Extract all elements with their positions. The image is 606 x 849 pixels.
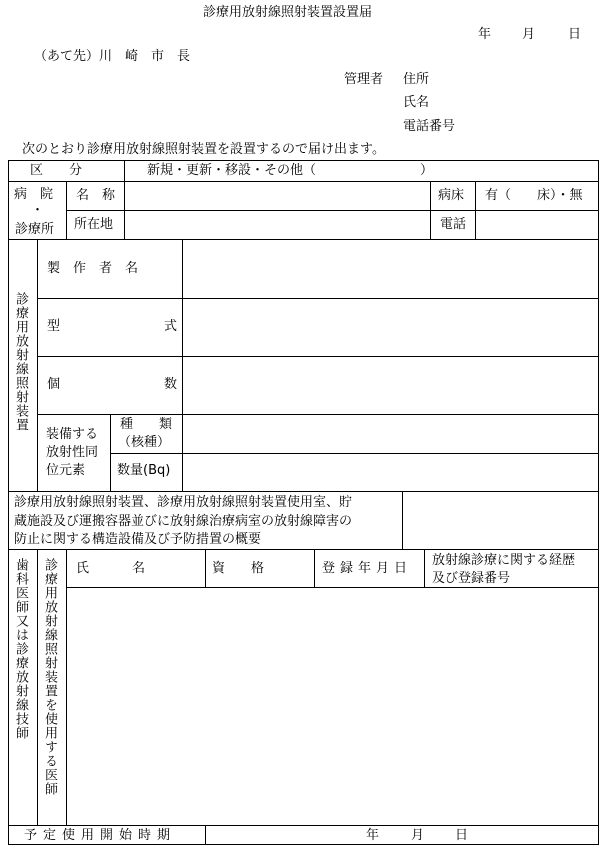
address-label: 住所 bbox=[403, 72, 430, 87]
beds-label: 病床 bbox=[438, 188, 465, 203]
staff-section-label-left: 歯科医師又は診療放射線技師 bbox=[13, 558, 28, 740]
isotope-label-line3: 位元素 bbox=[46, 463, 86, 478]
facility-label-mid: ・ bbox=[31, 203, 45, 218]
isotope-quantity-label: 数量(Bq) bbox=[117, 463, 171, 478]
count-label-right: 数 bbox=[164, 377, 178, 392]
category-options: 新規・更新・移設・その他（ ） bbox=[147, 163, 434, 178]
facility-name-label: 名 称 bbox=[76, 188, 116, 203]
date-month: 月 bbox=[522, 27, 536, 42]
structure-label-line2: 蔵施設及び運搬容器並びに放射線治療病室の放射線障害の bbox=[14, 514, 353, 529]
date-year: 年 bbox=[478, 27, 492, 42]
staff-qualification-label: 資 格 bbox=[212, 561, 265, 576]
addressee: （あて先）川 崎 市 長 bbox=[34, 49, 191, 64]
page-title: 診療用放射線照射装置設置届 bbox=[203, 5, 373, 20]
structure-label-line3: 防止に関する構造設備及び予防措置の概要 bbox=[14, 532, 262, 547]
start-date-label: 予定使用開始時期 bbox=[24, 828, 177, 843]
count-label-left: 個 bbox=[47, 377, 61, 392]
staff-section-label-right: 診療用放射線照射装置を使用する医師 bbox=[42, 558, 57, 796]
intro-text: 次のとおり診療用放射線照射装置を設置するので届け出ます。 bbox=[22, 142, 385, 157]
phone-label: 電話番号 bbox=[403, 119, 456, 134]
staff-name-label: 氏 名 bbox=[76, 561, 147, 576]
structure-label-line1: 診療用放射線照射装置、診療用放射線照射装置使用室、貯 bbox=[14, 495, 353, 510]
isotope-type-label-bottom: （核種） bbox=[118, 435, 171, 450]
footer-date-year: 年 bbox=[366, 828, 380, 843]
facility-label-top: 病 院 bbox=[14, 187, 54, 202]
beds-value: 有（ 床）・無 bbox=[485, 188, 583, 203]
staff-career-label-line2: 及び登録番号 bbox=[432, 571, 511, 586]
facility-label-bottom: 診療所 bbox=[15, 222, 55, 237]
device-section-label: 診療用放射線照射装置 bbox=[13, 292, 28, 432]
footer-date-day: 日 bbox=[455, 828, 469, 843]
facility-location-label: 所在地 bbox=[74, 217, 114, 232]
administrator-label: 管理者 bbox=[344, 72, 384, 87]
isotope-label-line1: 装備する bbox=[46, 427, 99, 442]
staff-career-label-line1: 放射線診療に関する経歴 bbox=[432, 553, 576, 568]
facility-phone-label: 電話 bbox=[440, 217, 467, 232]
footer-date-month: 月 bbox=[411, 828, 425, 843]
staff-registration-label: 登録年月日 bbox=[322, 561, 413, 576]
isotope-label-line2: 放射性同 bbox=[46, 445, 99, 460]
model-label-right: 式 bbox=[164, 319, 178, 334]
category-label: 区 分 bbox=[30, 163, 83, 178]
name-label: 氏名 bbox=[403, 95, 430, 110]
model-label-left: 型 bbox=[47, 319, 61, 334]
manufacturer-label: 製 作 者 名 bbox=[47, 261, 139, 276]
isotope-type-label-top: 種 類 bbox=[120, 417, 173, 432]
date-day: 日 bbox=[568, 27, 582, 42]
